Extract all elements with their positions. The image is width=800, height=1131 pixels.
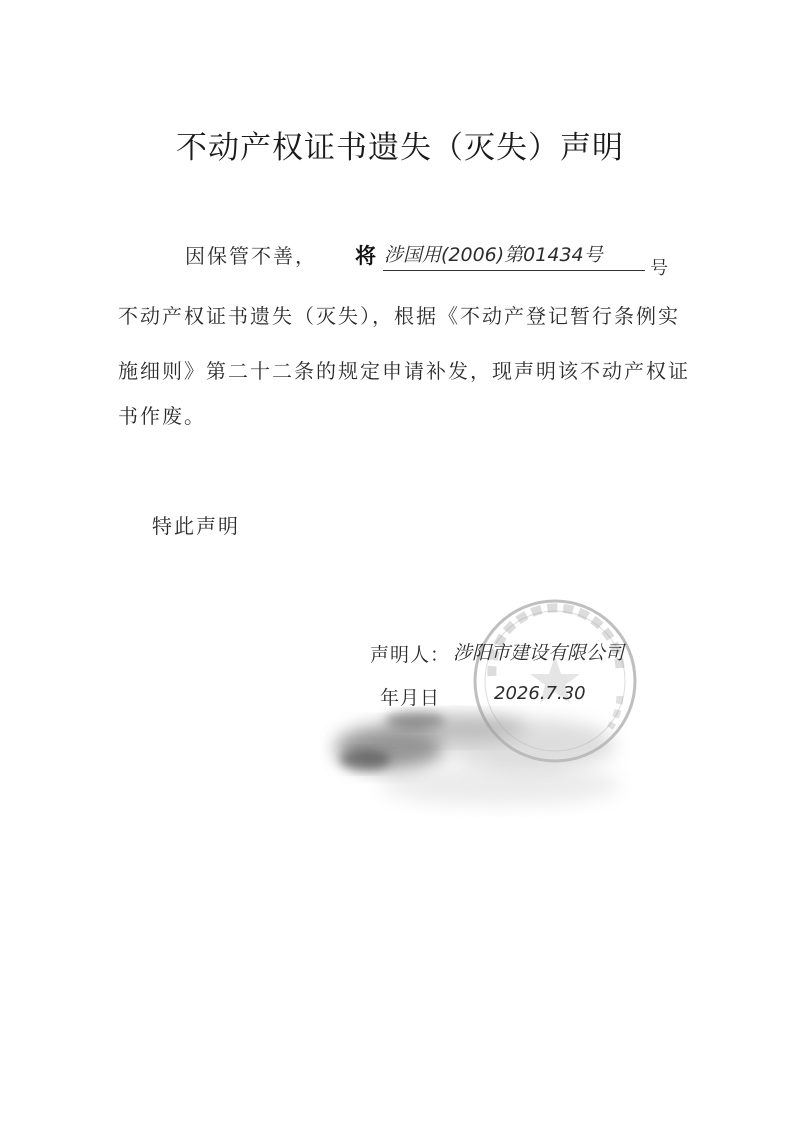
redaction-blur [320, 690, 650, 830]
body-jiang-text: 将 [355, 243, 378, 268]
body-line-4: 书作废。 [118, 404, 206, 428]
document-title: 不动产权证书遗失（灭失）声明 [176, 130, 624, 166]
body-line-2: 不动产权证书遗失（灭失），根据《不动产登记暂行条例实 [118, 304, 680, 328]
handwritten-certificate-number: 涉国用(2006)第01434号 [384, 244, 603, 266]
body-hao-text: 号 [650, 258, 670, 279]
handwritten-declarant-signature: 涉阳市建设有限公司 [453, 642, 625, 664]
body-lead-text: 因保管不善， [185, 244, 317, 268]
body-line-3: 施细则》第二十二条的规定申请补发，现声明该不动产权证 [118, 359, 690, 383]
handwritten-date: 2026.7.30 [494, 683, 586, 704]
closing-statement: 特此声明 [152, 514, 240, 538]
certificate-number-underline [383, 270, 645, 271]
date-label: 年月日 [380, 687, 441, 709]
declarant-label: 声明人： [370, 644, 451, 666]
official-seal-icon [470, 596, 640, 766]
